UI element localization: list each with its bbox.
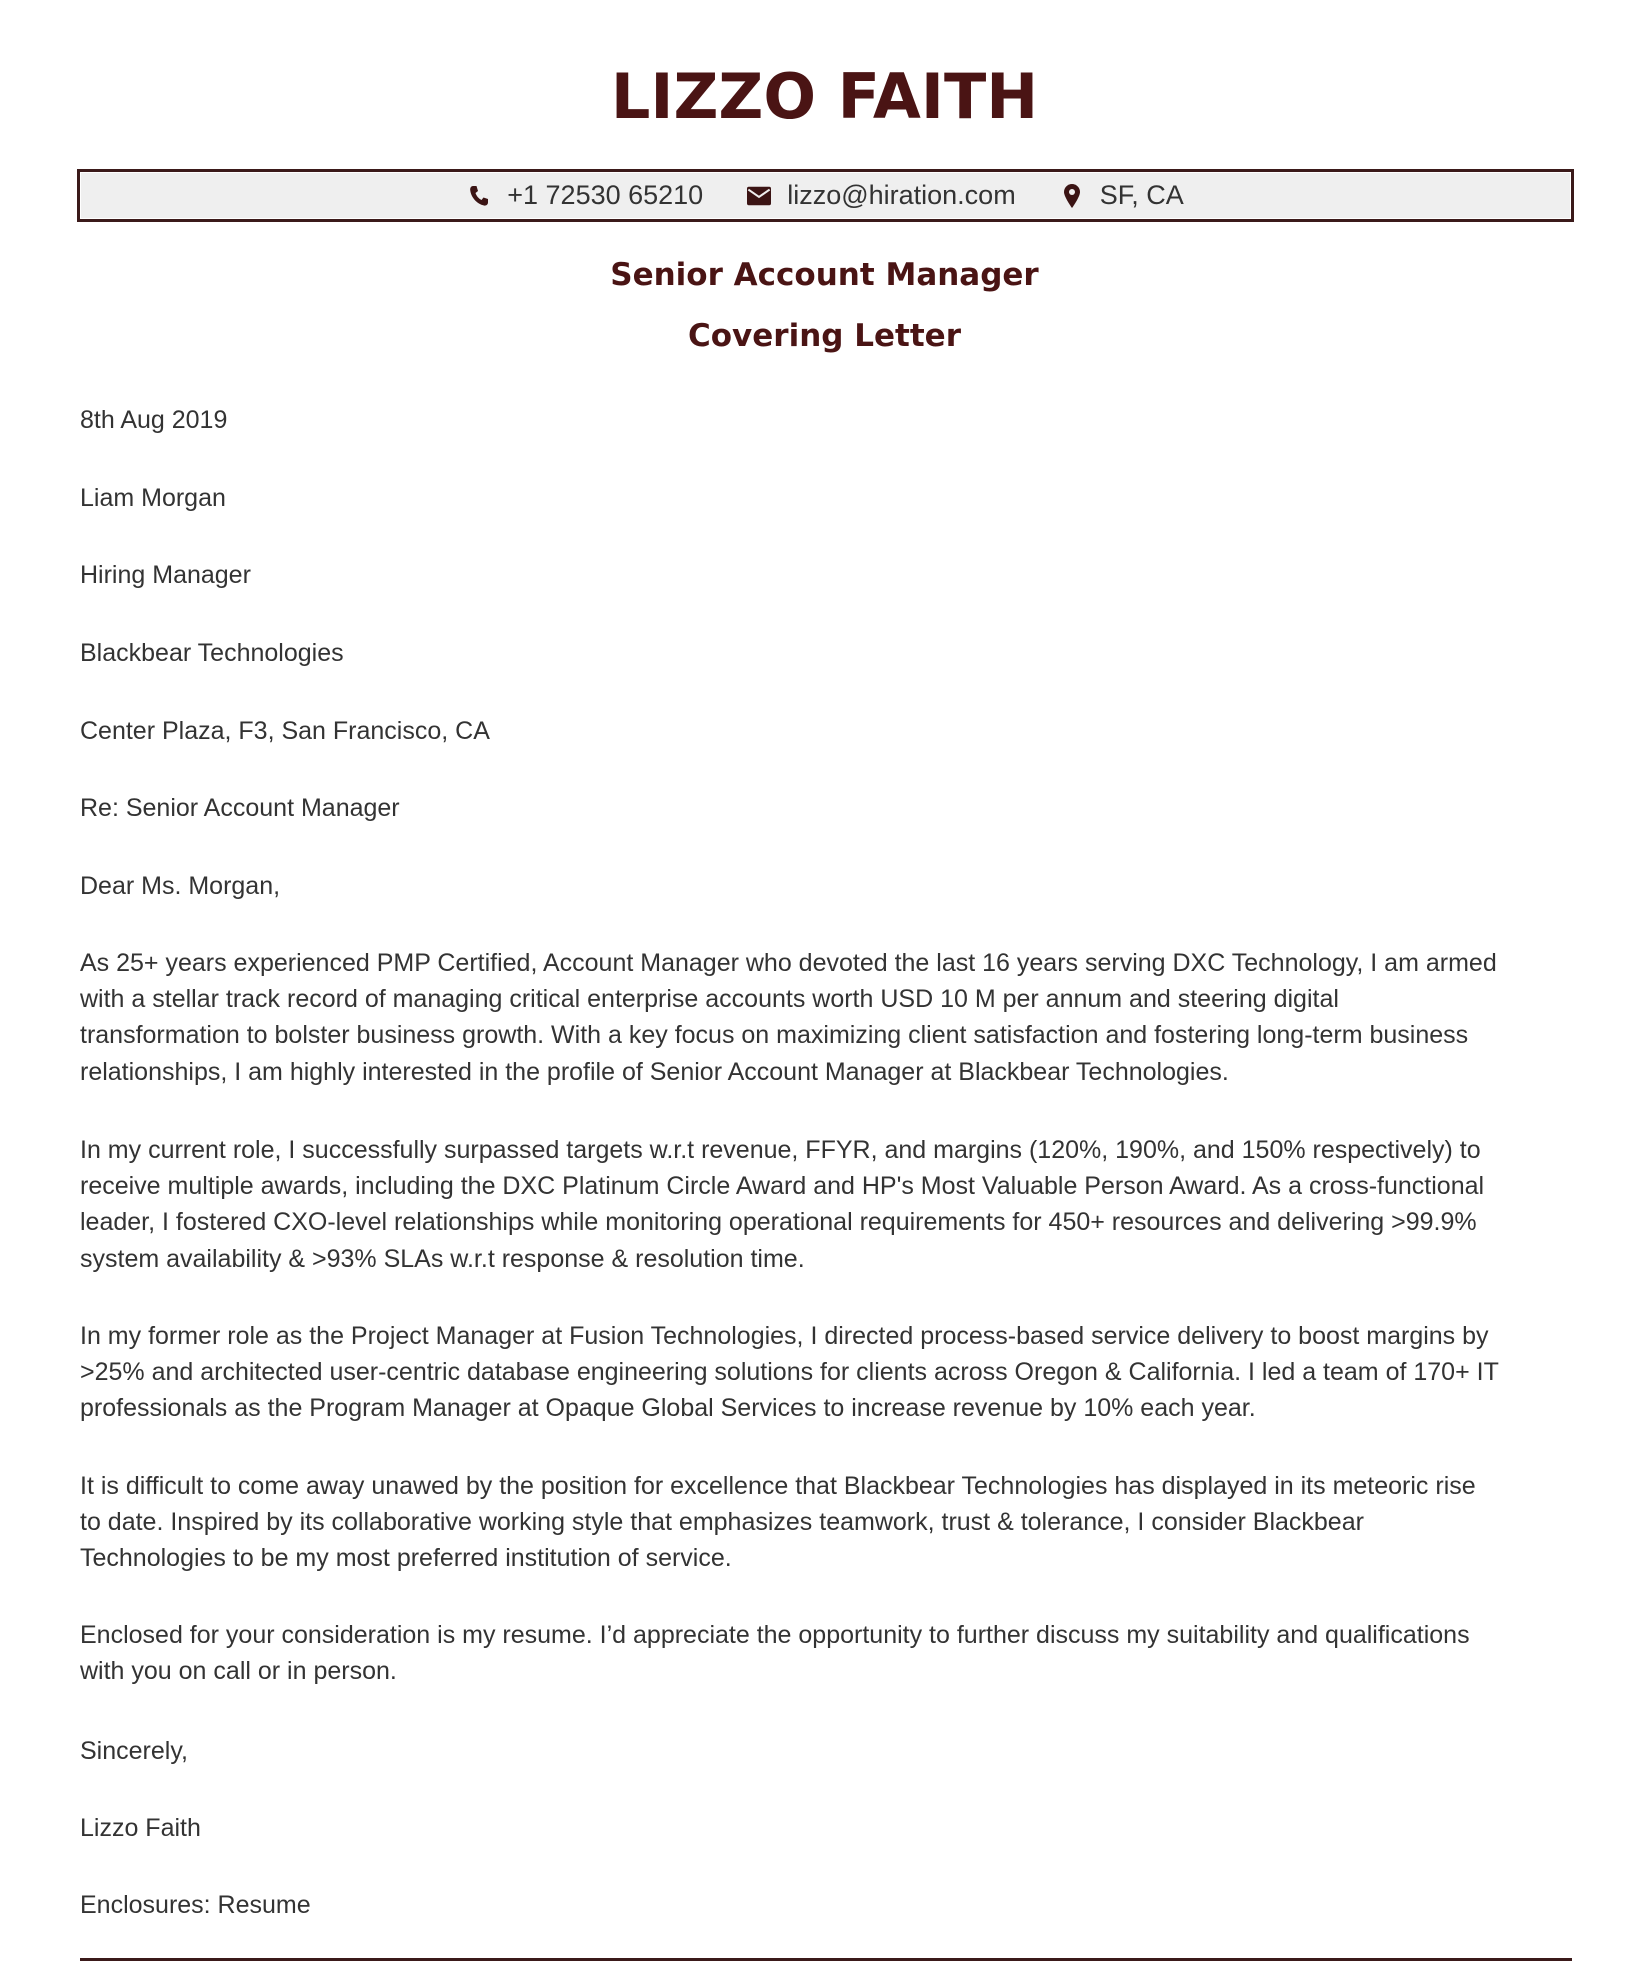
email-address[interactable]: lizzo@hiration.com [787,180,1016,210]
body-paragraph-4 [80,1468,1580,1577]
map-pin-icon [1060,184,1084,208]
contact-phone [467,180,703,211]
footer-divider [80,1958,1572,1961]
job-title: Senior Account Manager [610,257,1039,293]
enclosures: Enclosures: Resume [80,1891,311,1919]
paragraph-line: Enclosed for your consideration is my resume. I’d appreciate the opportunity to further discuss my suitability and qualifications [80,1621,1470,1649]
envelope-icon [747,184,771,208]
paragraph-line: receive multiple awards, including the DXC Platinum Circle Award and HP's Most Valuable Person Award. As a cross-functional [80,1172,1485,1201]
body-paragraph-2 [80,1132,1580,1277]
paragraph-line: to date. Inspired by its collaborative working style that emphasizes teamwork, trust & tolerance, I consider Blackbear [80,1508,1364,1537]
body-paragraph-3 [80,1318,1580,1427]
recipient-name: Liam Morgan [80,484,226,512]
contact-location [1060,180,1184,211]
paragraph-line: transformation to bolster business growth. With a key focus on maximizing client satisfaction and fostering long-term business [80,1021,1469,1050]
phone-icon [467,184,491,208]
recipient-company: Blackbear Technologies [80,639,344,667]
document-type: Covering Letter [688,318,961,354]
paragraph-line: In my current role, I successfully surpassed targets w.r.t revenue, FFYR, and margins (120%, 190%, and 150% respectively) to [80,1136,1481,1164]
contact-bar [77,169,1574,222]
body-paragraph-1 [80,945,1580,1090]
applicant-name: LIZZO FAITH [610,60,1039,133]
paragraph-line: relationships, I am highly interested in the profile of Senior Account Manager at Blackbear Technologies. [80,1057,1229,1086]
paragraph-line: system availability & >93% SLAs w.r.t response & resolution time. [80,1244,805,1273]
paragraph-line: It is difficult to come away unawed by the position for excellence that Blackbear Technologies has displayed in its meteoric rise [80,1472,1476,1500]
paragraph-line: professionals as the Program Manager at Opaque Global Services to increase revenue by 10% each year. [80,1394,1256,1423]
phone-number[interactable]: +1 72530 65210 [507,180,704,210]
body-paragraph-5 [80,1617,1580,1689]
paragraph-line: with a stellar track record of managing critical enterprise accounts worth USD 10 M per annum and steering digital [80,985,1339,1014]
letter-date: 8th Aug 2019 [80,406,228,434]
paragraph-line: with you on call or in person. [80,1657,397,1686]
paragraph-line: Technologies to be my most preferred institution of service. [80,1544,732,1573]
paragraph-line: In my former role as the Project Manager at Fusion Technologies, I directed process-based service delivery to boost margins by [80,1322,1489,1350]
contact-email [747,180,1016,211]
recipient-title: Hiring Manager [80,561,251,589]
paragraph-line: leader, I fostered CXO-level relationships while monitoring operational requirements for 450+ resources and delivering >99.9% [80,1208,1477,1237]
re-line: Re: Senior Account Manager [80,794,400,822]
closing: Sincerely, [80,1737,188,1765]
recipient-address: Center Plaza, F3, San Francisco, CA [80,717,490,745]
paragraph-line: As 25+ years experienced PMP Certified, Account Manager who devoted the last 16 years serving DXC Technology, I am armed [80,949,1497,977]
signature: Lizzo Faith [80,1814,201,1842]
paragraph-line: >25% and architected user-centric database engineering solutions for clients across Oregon & California. I led a team of 170+ IT [80,1358,1499,1387]
salutation: Dear Ms. Morgan, [80,872,281,900]
location: SF, CA [1099,180,1184,210]
